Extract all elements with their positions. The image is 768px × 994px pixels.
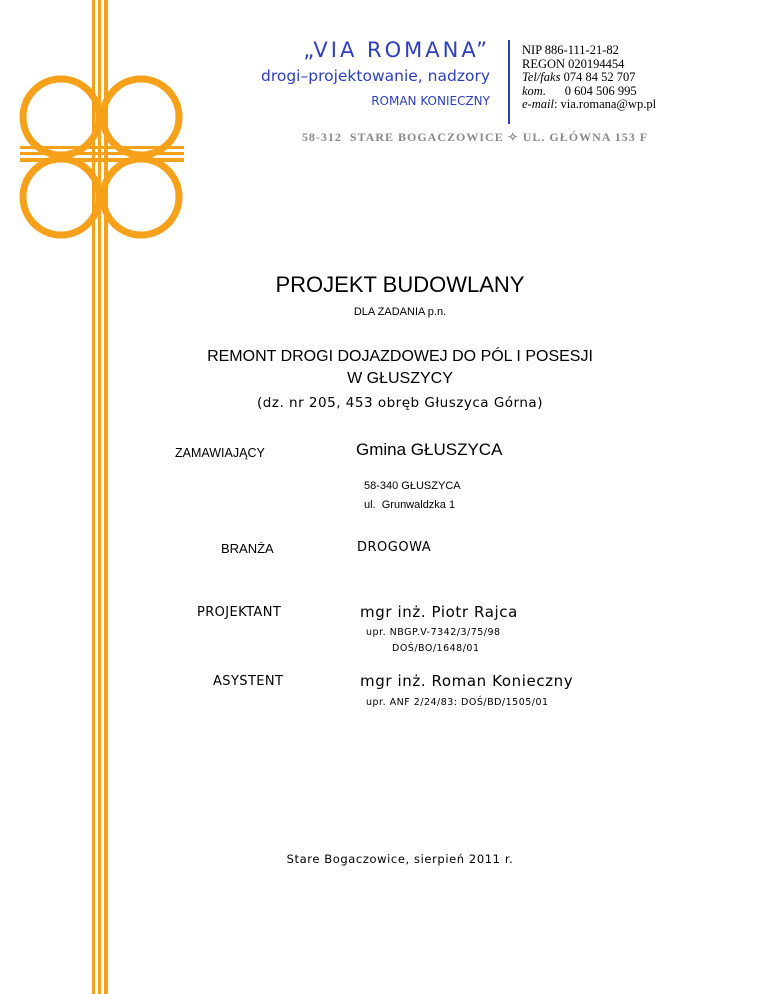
designer-label: PROJEKTANT	[197, 605, 282, 620]
client-label: ZAMAWIAJĄCY	[175, 446, 265, 460]
designer-value: mgr inż. Piotr Rajca	[360, 603, 518, 621]
email-value: : via.romana@wp.pl	[553, 97, 657, 111]
designer-license-1: upr. NBGP.V-7342/3/75/98	[366, 627, 501, 638]
nip: NIP 886-111-21-82	[522, 43, 619, 57]
email-label: e-mail	[522, 97, 554, 111]
company-owner: ROMAN KONIECZNY	[371, 94, 490, 108]
client-value: Gmina GŁUSZYCA	[356, 440, 503, 459]
branch-value: DROGOWA	[357, 540, 432, 555]
parcel-info: (dz. nr 205, 453 obręb Głuszyca Górna)	[257, 395, 543, 411]
task-name	[180, 346, 620, 390]
document-title: PROJEKT BUDOWLANY	[275, 272, 525, 297]
contact-block	[522, 44, 656, 112]
assistant-license: upr. ANF 2/24/83: DOŚ/BD/1505/01	[366, 697, 549, 708]
for-task-label: DLA ZADANIA p.n.	[353, 306, 447, 318]
telfax-value: 074 84 52 707	[560, 70, 636, 84]
place-and-date: Stare Bogaczowice, sierpień 2011 r.	[286, 852, 514, 866]
assistant-value: mgr inż. Roman Konieczny	[360, 672, 574, 690]
task-line-1: REMONT DROGI DOJAZDOWEJ DO PÓL I POSESJI	[207, 348, 593, 365]
email	[522, 98, 656, 112]
task-line-2: W GŁUSZYCY	[347, 370, 453, 387]
kom-label: kom.	[522, 83, 546, 98]
client-address-2: ul. Grunwaldzka 1	[364, 499, 456, 511]
header-divider	[508, 40, 510, 124]
telfax	[522, 71, 656, 85]
designer-license-2: DOŚ/BO/1648/01	[392, 643, 480, 654]
company-subtitle: drogi–projektowanie, nadzory	[260, 67, 490, 85]
kom-value: 0 604 506 995	[545, 83, 637, 98]
assistant-label: ASYSTENT	[213, 674, 284, 689]
client-address-1: 58-340 GŁUSZYCA	[364, 480, 461, 492]
regon: REGON 020194454	[522, 56, 625, 71]
company-name: „VIA ROMANA”	[303, 38, 490, 62]
mobile	[522, 85, 656, 99]
branch-label: BRANŻA	[221, 541, 274, 556]
telfax-label: Tel/faks	[522, 70, 561, 84]
company-address: 58-312 STARE BOGACZOWICE ✧ UL. GŁÓWNA 153 F	[301, 130, 649, 144]
